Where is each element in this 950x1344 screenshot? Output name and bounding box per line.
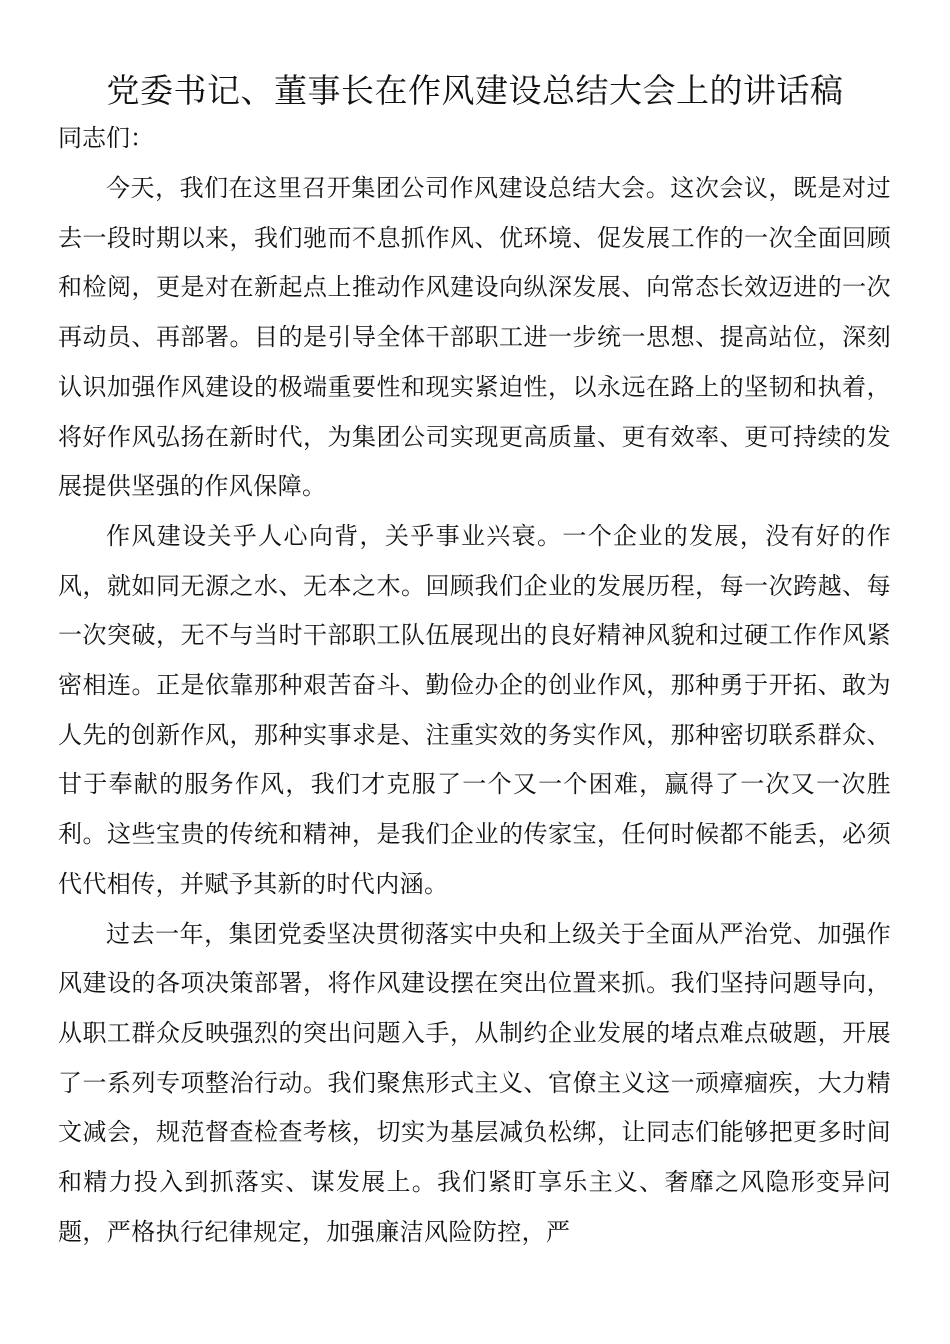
paragraph-2: 作风建设关乎人心向背，关乎事业兴衰。一个企业的发展，没有好的作风，就如同无源之水、无本之木。回顾我们企业的发展历程，每一次跨越、每一次突破，无不与当时干部职工队伍展现出的良好精神风貌和过硬工作作风紧密相连。正是依靠那种艰苦奋斗、勤俭办企的创业作风，那种勇于开拓、敢为人先的创新作风，那种实事求是、注重实效的务实作风，那种密切联系群众、甘于奉献的服务作风，我们才克服了一个又一个困难，赢得了一次又一次胜利。这些宝贵的传统和精神，是我们企业的传家宝，任何时候都不能丢，必须代代相传，并赋予其新的时代内涵。 [58, 521, 891, 898]
document-title: 党委书记、董事长在作风建设总结大会上的讲话稿 [106, 71, 844, 110]
salutation: 同志们： [58, 124, 154, 152]
paragraph-1: 今天，我们在这里召开集团公司作风建设总结大会。这次会议，既是对过去一段时期以来，我们驰而不息抓作风、优环境、促发展工作的一次全面回顾和检阅，更是对在新起点上推动作风建设向纵深发展、向常态长效迈进的一次再动员、再部署。目的是引导全体干部职工进一步统一思想、提高站位，深刻认识加强作风建设的极端重要性和现实紧迫性，以永远在路上的坚韧和执着，将好作风弘扬在新时代，为集团公司实现更高质量、更有效率、更可持续的发展提供坚强的作风保障。 [58, 174, 891, 501]
document-body [58, 164, 891, 1257]
paragraph-3: 过去一年，集团党委坚决贯彻落实中央和上级关于全面从严治党、加强作风建设的各项决策部署，将作风建设摆在突出位置来抓。我们坚持问题导向，从职工群众反映强烈的突出问题入手，从制约企业发展的堵点难点破题，开展了一系列专项整治行动。我们聚焦形式主义、官僚主义这一顽瘴痼疾，大力精文减会，规范督查检查考核，切实为基层减负松绑，让同志们能够把更多时间和精力投入到抓落实、谋发展上。我们紧盯享乐主义、奢靡之风隐形变异问题，严格执行纪律规定，加强廉洁风险防控，严 [58, 919, 891, 1246]
